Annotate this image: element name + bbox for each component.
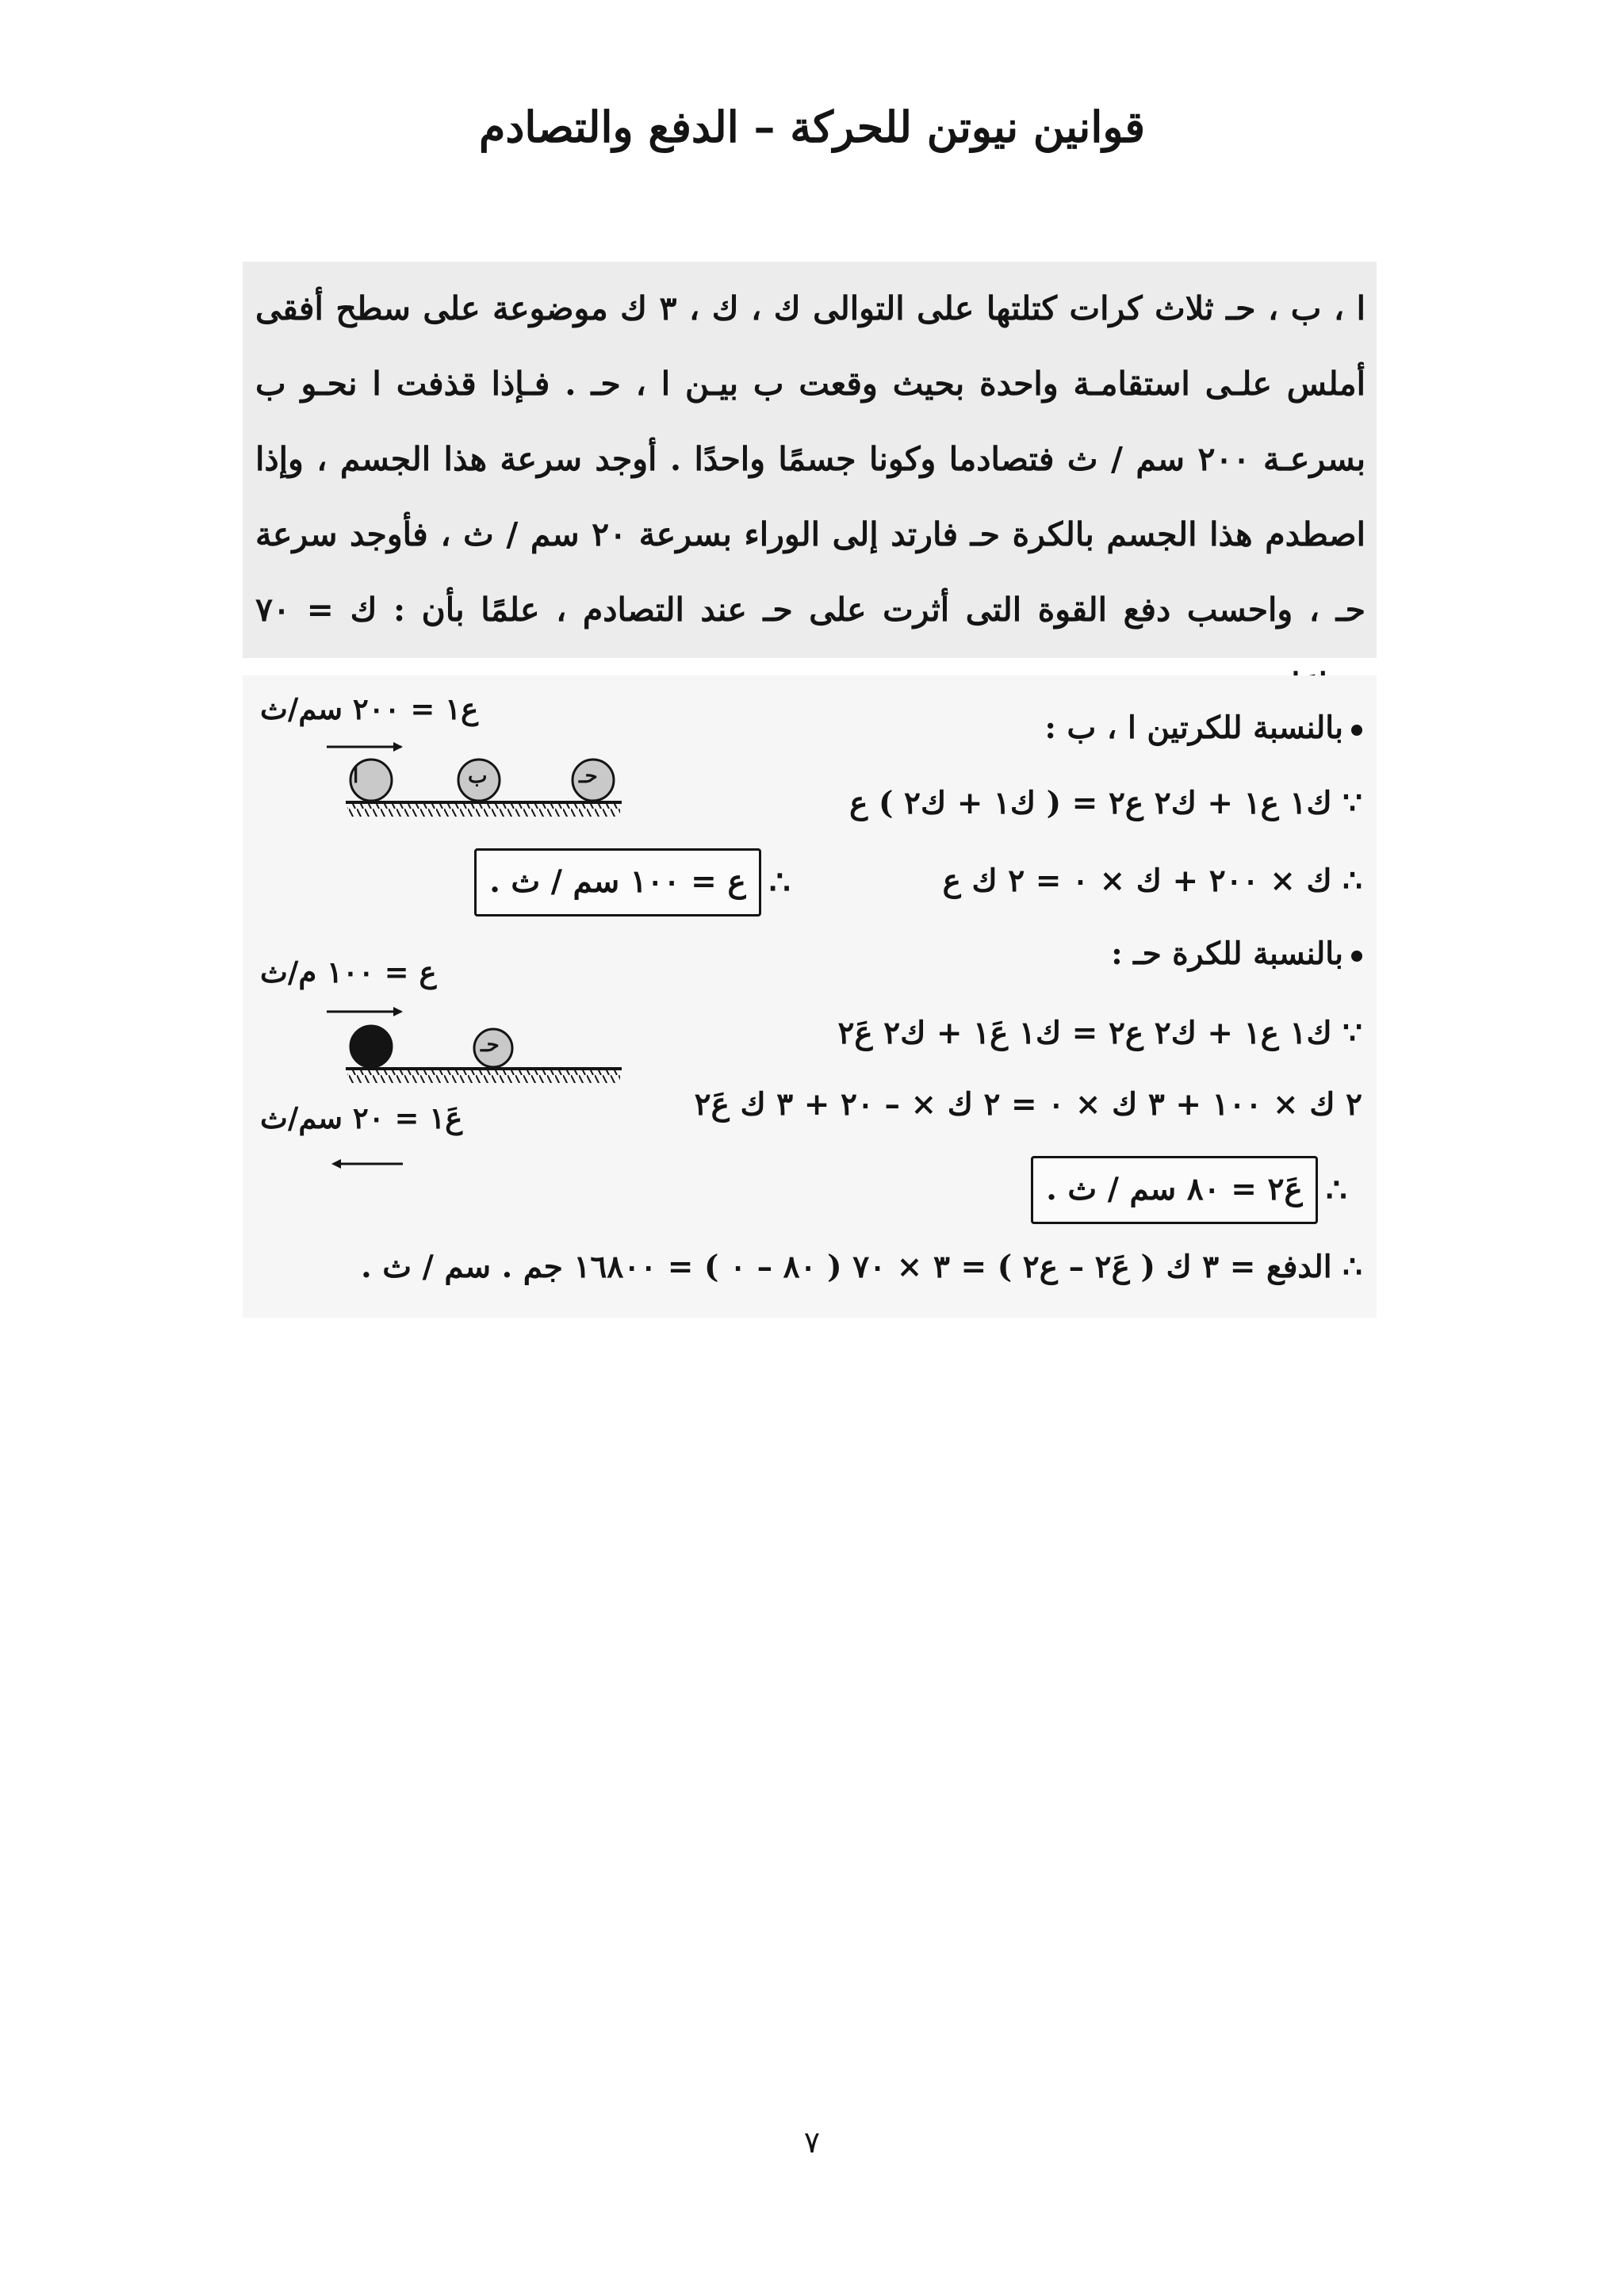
ground-hatch [347,804,620,817]
equation-substitution-1: ∴ ك × ٢٠٠ + ك × ٠ = ٢ ك ع [942,863,1362,899]
part2-heading: بالنسبة للكرة حـ : [1111,936,1362,972]
impulse-equation: ∴ الدفع = ٣ ك ( ع٢َ – ع٢ ) = ٣ × ٧٠ ( ٨٠ – ٠ ) = ١٦٨٠٠ جم . سم / ث . [361,1249,1362,1285]
combined-body [350,1026,392,1067]
therefore-symbol: ∴ [1326,1170,1347,1209]
part1-heading: بالنسبة للكرتين ا ، ب : [1045,710,1362,746]
diagram1-ball-c-label: حـ [579,764,598,788]
diagram2-ball-c-label: حـ [481,1033,500,1057]
diagram1-ball-a-label: ا [353,764,359,788]
therefore-symbol: ∴ [769,863,791,901]
problem-statement: ا ، ب ، حـ ثلاث كرات كتلتها على التوالى ك ، ك ، ٣ ك موضوعة على سطح أفقى أملس علـى استقامـة واحدة بحيث وقعت ب بيـن ا ، حـ . فـإذا قذفت ا نحـو ب بسرعـة ٢٠٠ سم / ث فتصادما وكونا جسمًا واحدًا . أوجد سرعة هذا الجسم ، وإذا اصطدم هذا الجسم بالكرة حـ فارتد إلى الوراء بسرعة ٢٠ سم / ث ، فأوجد سرعة حـ ، واحسب دفع القوة التى أثرت على حـ عند التصادم ، علمًا بأن : ك = ٧٠ [255,289,1366,629]
diagram-2 [327,1007,622,1169]
bullet-icon [1351,725,1362,736]
collision-diagrams [254,682,666,1192]
arrowhead [393,742,403,752]
answer-box-1: ع = ١٠٠ سم / ث . [474,848,761,916]
diagram1-ball-b-label: ب [468,764,488,788]
arrowhead [331,1159,341,1169]
diagram2-velocity-label: ع = ١٠٠ م/ث [260,955,437,989]
arrowhead [393,1007,403,1016]
ground-hatch [347,1070,620,1083]
page-title: قوانين نيوتن للحركة – الدفع والتصادم [478,101,1146,152]
equation-momentum-1: ∵ ك١ ع١ + ك٢ ع٢ = ( ك١ + ك٢ ) ع [849,785,1362,821]
equation-momentum-2: ∵ ك١ ع١ + ك٢ ع٢ = ك١ ع١َ + ك٢ ع٢َ [837,1015,1362,1051]
equation-substitution-2: ٢ ك × ١٠٠ + ٣ ك × ٠ = ٢ ك × – ٢٠ + ٣ ك ع٢َ [694,1086,1362,1123]
bullet-icon [1351,951,1362,962]
diagram1-velocity-label: ع١ = ٢٠٠ سم/ث [260,691,479,726]
answer-box-2: ع٢َ = ٨٠ سم / ث . [1031,1156,1318,1224]
page-number: ٧ [803,2125,821,2160]
diagram2-rebound-label: ع١َ = ٢٠ سم/ث [260,1100,463,1135]
